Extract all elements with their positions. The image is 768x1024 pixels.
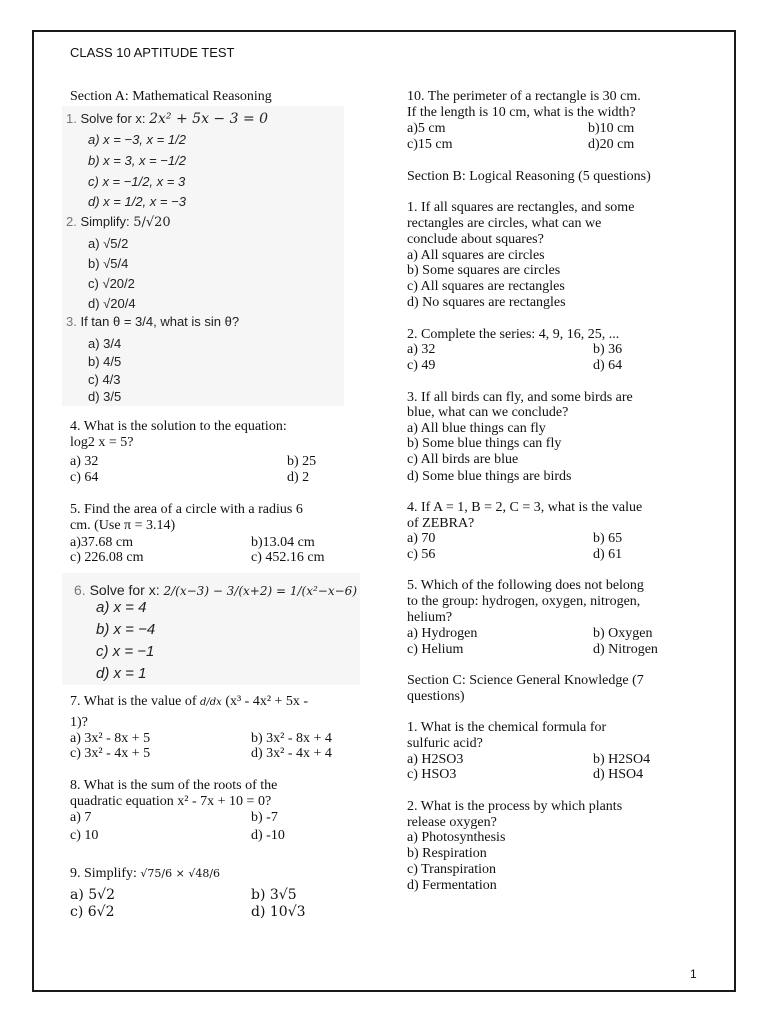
q5-option-d: c) 452.16 cm [251,550,325,565]
q2-prompt: Simplify: [80,214,130,229]
q1-option-a: a) x = −3, x = 1/2 [88,132,186,147]
q5-option-a: a)37.68 cm [70,535,133,550]
b-q3-option-d: d) Some blue things are birds [407,469,572,484]
c-q1-line1: 1. What is the chemical formula for [407,720,607,735]
q8-line1: 8. What is the sum of the roots of the [70,778,278,793]
b-q5-option-a: a) Hydrogen [407,626,478,641]
q4-line1: 4. What is the solution to the equation: [70,419,287,434]
q7-lead: 7. What is the value of [70,694,197,709]
q3-option-d: d) 3/5 [88,389,122,404]
b-q4-option-b: b) 65 [593,531,623,546]
q5-option-b: b)13.04 cm [251,535,315,550]
q1-equation: 2x² + 5x − 3 = 0 [149,111,269,127]
q3-prompt: If tan θ = 3/4, what is sin θ? [80,314,240,329]
question-6-block [62,573,360,685]
q8-line2: quadratic equation x² - 7x + 10 = 0? [70,794,272,809]
q6-option-d: d) x = 1 [96,665,147,682]
q10-line2: If the length is 10 cm, what is the width? [407,105,636,120]
q4-option-b: b) 25 [287,454,317,469]
q7-tail: (x³ - 4x² + 5x - [225,694,309,709]
test-title: CLASS 10 APTITUDE TEST [70,45,235,60]
q6-prompt: Solve for x: [89,582,160,598]
b-q2-option-b: b) 36 [593,342,623,357]
q3-option-a: a) 3/4 [88,336,122,351]
b-q3-line1: 3. If all birds can fly, and some birds are [407,390,633,405]
b-q4-line2: of ZEBRA? [407,516,475,531]
q5-line1: 5. Find the area of a circle with a radius 6 [70,502,303,517]
q10-option-c: c)15 cm [407,137,453,152]
c-q2-line2: release oxygen? [407,815,497,830]
b-q1-line3: conclude about squares? [407,232,544,247]
q9-lead: 9. Simplify: [70,866,137,881]
q2-option-c: c) √20/2 [88,276,135,291]
section-a-title: Section A: Mathematical Reasoning [70,89,272,104]
q6-option-c: c) x = −1 [96,643,155,660]
q10-line1: 10. The perimeter of a rectangle is 30 cm. [407,89,641,104]
b-q4-line1: 4. If A = 1, B = 2, C = 3, what is the value [407,500,643,515]
q10-option-a: a)5 cm [407,121,446,136]
q1-number: 1. [66,111,77,126]
q8-option-b: b) -7 [251,810,278,825]
c-q1-option-d: d) HSO4 [593,767,644,782]
q2-expression: 5/√20 [133,215,171,230]
q7-line2: 1)? [70,715,88,730]
c-q1-option-c: c) HSO3 [407,767,457,782]
q5-option-c: c) 226.08 cm [70,550,144,565]
b-q3-option-a: a) All blue things can fly [407,421,546,436]
q7-option-a: a) 3x² - 8x + 5 [70,731,151,746]
q1-option-b: b) x = 3, x = −1/2 [88,153,186,168]
b-q1-option-b: b) Some squares are circles [407,263,561,278]
b-q5-option-b: b) Oxygen [593,626,653,641]
b-q3-option-b: b) Some blue things can fly [407,436,562,451]
page-number: 1 [690,967,697,981]
c-q1-option-b: b) H2SO4 [593,752,651,767]
b-q1-option-a: a) All squares are circles [407,248,545,263]
q6-expression: 2/(x−3) − 3/(x+2) = 1/(x²−x−6) [163,584,357,598]
section-c-title-line2: questions) [407,689,465,704]
q6-number: 6. [74,582,86,598]
q2-option-a: a) √5/2 [88,236,129,251]
b-q5-option-d: d) Nitrogen [593,642,658,657]
q8-option-d: d) -10 [251,828,285,843]
q7-option-b: b) 3x² - 8x + 4 [251,731,332,746]
b-q2-option-c: c) 49 [407,358,436,373]
q9-option-d: d) 10√3 [251,904,306,920]
b-q5-line2: to the group: hydrogen, oxygen, nitrogen, [407,594,641,609]
q7-option-d: d) 3x² - 4x + 4 [251,746,332,761]
b-q4-option-a: a) 70 [407,531,436,546]
b-q5-line3: helium? [407,610,453,625]
q8-option-a: a) 7 [70,810,92,825]
c-q2-line1: 2. What is the process by which plants [407,799,623,814]
q7-derivative-operator: d/dx [200,697,222,708]
q2-option-d: d) √20/4 [88,296,136,311]
b-q1-line1: 1. If all squares are rectangles, and some [407,200,635,215]
q2-number: 2. [66,214,77,229]
b-q2-line1: 2. Complete the series: 4, 9, 16, 25, ... [407,327,620,342]
b-q1-line2: rectangles are circles, what can we [407,216,602,231]
q9-option-b: b) 3√5 [251,887,297,903]
q7-option-c: c) 3x² - 4x + 5 [70,746,151,761]
q9-option-a: a) 5√2 [70,887,115,903]
q4-option-c: c) 64 [70,470,99,485]
c-q2-option-d: d) Fermentation [407,878,497,893]
c-q1-option-a: a) H2SO3 [407,752,464,767]
q1-option-d: d) x = 1/2, x = −3 [88,194,186,209]
b-q4-option-c: c) 56 [407,547,436,562]
section-b-title: Section B: Logical Reasoning (5 questions) [407,169,651,184]
q3-option-b: b) 4/5 [88,354,122,369]
section-c-title-line1: Section C: Science General Knowledge (7 [407,673,644,688]
q9-expression: √75/6 × √48/6 [140,867,221,880]
q4-line2: log2 x = 5? [70,435,134,450]
b-q5-line1: 5. Which of the following does not belong [407,578,644,593]
b-q1-option-c: c) All squares are rectangles [407,279,565,294]
b-q2-option-a: a) 32 [407,342,436,357]
q6-option-b: b) x = −4 [96,621,156,638]
q4-option-d: d) 2 [287,470,310,485]
c-q2-option-b: b) Respiration [407,846,487,861]
q1-option-c: c) x = −1/2, x = 3 [88,174,186,189]
b-q1-option-d: d) No squares are rectangles [407,295,566,310]
c-q2-option-c: c) Transpiration [407,862,497,877]
b-q3-line2: blue, what can we conclude? [407,405,569,420]
q10-option-d: d)20 cm [588,137,635,152]
q4-option-a: a) 32 [70,454,99,469]
q3-number: 3. [66,314,77,329]
b-q5-option-c: c) Helium [407,642,464,657]
questions-1-3-block [62,106,344,406]
b-q2-option-d: d) 64 [593,358,623,373]
b-q4-option-d: d) 61 [593,547,623,562]
q6-option-a: a) x = 4 [96,599,147,616]
q8-option-c: c) 10 [70,828,99,843]
q10-option-b: b)10 cm [588,121,635,136]
c-q1-line2: sulfuric acid? [407,736,483,751]
q5-line2: cm. (Use π = 3.14) [70,518,176,533]
q2-option-b: b) √5/4 [88,256,129,271]
b-q3-option-c: c) All birds are blue [407,452,519,467]
q3-option-c: c) 4/3 [88,372,121,387]
c-q2-option-a: a) Photosynthesis [407,830,506,845]
q9-option-c: c) 6√2 [70,904,115,920]
q1-prompt: Solve for x: [80,111,146,126]
